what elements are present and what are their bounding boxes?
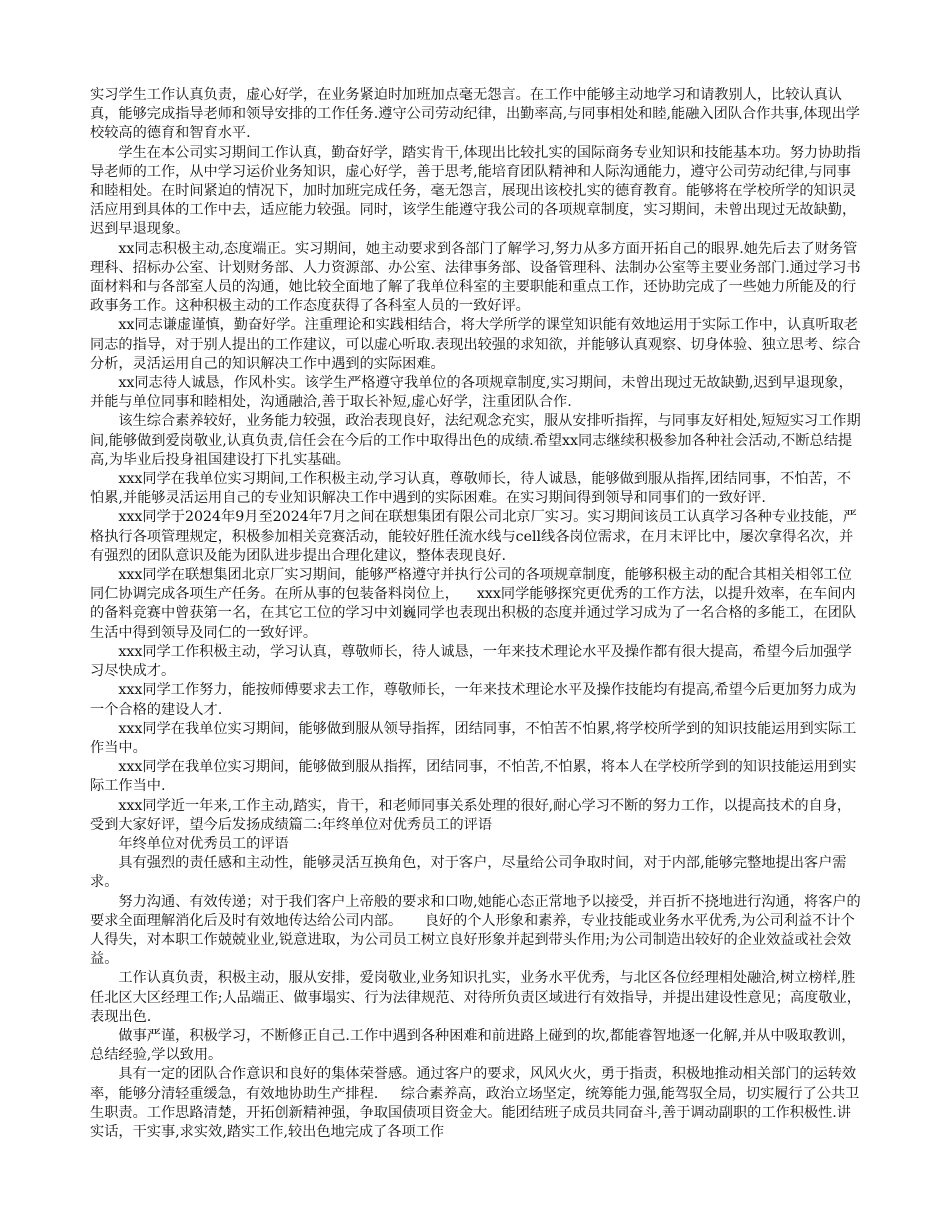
paragraph: xx同志待人诚恳，作风朴实。该学生严格遵守我单位的各项规章制度,实习期间，未曾出现过无故缺勤,迟到早退现象，并能与单位同事和睦相处，沟通融洽,善于取长补短,虚心好学，注重团队合作. [90, 375, 853, 411]
paragraph: xx同志谦虚谨慎，勤奋好学。注重理论和实践相结合，将大学所学的课堂知识能有效地运用于实际工作中，认真听取老同志的指导，对于别人提出的工作建议，可以虚心听取.表现出较强的求知欲，并能够认真观察、切身体验、独立思考、综合分析，灵活运用自己的知识解决工作中遇到的实际困难。 [90, 317, 861, 372]
paragraph: 具有一定的团队合作意识和良好的集体荣誉感。通过客户的要求，风风火火，勇于指责，积极地推动相关部门的运转效率，能够分清轻重缓急，有效地协助生产排程. 综合素养高，政治立场坚定，统筹能力强,能驾驭全局，切实履行了公共卫生职责。工作思路清楚，开拓创新精神强，争取国债项目资金大。能团结班子成员共同奋斗,善于调动副职的工作积极性.讲实话，干实事,求实效,踏实工作,较出色地完成了各项工作 [90, 1066, 860, 1140]
paragraph: xxx同学近一年来,工作主动,踏实，肯干，和老师同事关系处理的很好,耐心学习不断的努力工作，以提高技术的自身，受到大家好评，望今后发扬成绩篇二:年终单位对优秀员工的评语 [90, 797, 852, 833]
paragraph: xxx同学在我单位实习期间，能够做到服从领导指挥，团结同事，不怕苦不怕累,将学校所学到的知识技能运用到实际工作当中。 [90, 720, 857, 756]
paragraph: 该生综合素养较好，业务能力较强，政治表现良好，法纪观念充实，服从安排听指挥，与同事友好相处,短短实习工作期间,能够做到爱岗敬业,认真负责,信任会在今后的工作中取得出色的成绩.希望xx同志继续积极参加各种社会活动,不断总结提高,为毕业后投身祖国建设打下扎实基础。 [90, 413, 861, 468]
paragraph: xxx同学在我单位实习期间,工作积极主动,学习认真，尊敬师长，待人诚恳，能够做到服从指挥,团结同事，不怕苦，不怕累,并能够灵活运用自己的专业知识解决工作中遇到的实际困难。在实习期间得到领导和同事们的一致好评. [90, 471, 852, 507]
paragraph: xxx同学工作积极主动，学习认真，尊敬师长，待人诚恳，一年来技术理论水平及操作都有很大提高，希望今后加强学习尽快成才。 [90, 643, 852, 680]
paragraph: 做事严谨，积极学习，不断修正自己.工作中遇到各种困难和前进路上碰到的坎,都能睿智地逐一化解,并从中吸取教训，总结经验,学以致用。 [90, 1027, 856, 1064]
paragraph: xxx同学在我单位实习期间，能够做到服从指挥，团结同事，不怕苦,不怕累，将本人在学校所学到的知识技能运用到实际工作当中. [90, 759, 857, 795]
paragraph: 学生在本公司实习期间工作认真，勤奋好学，踏实肯干,体现出比较扎实的国际商务专业知识和技能基本功。努力协助指导老师的工作，从中学习运价业务知识，虚心好学，善于思考,能培育团队精神和人际沟通能力，遵守公司劳动纪律,与同事和睦相处。在时间紧迫的情况下，加时加班完成任务，毫无怨言，展现出该校扎实的德育教育。能够将在学校所学的知识灵活应用到具体的工作中去，适应能力较强。同时，该学生能遵守我公司的各项规章制度，实习期间，未曾出现过无故缺勤，迟到早退现象。 [90, 144, 861, 238]
paragraph: 具有强烈的责任感和主动性，能够灵活互换角色，对于客户，尽量给公司争取时间，对于内部,能够完整地提出客户需求。 [90, 855, 847, 891]
paragraph: xxx同学在联想集团北京厂实习期间，能够严格遵守并执行公司的各项规章制度，能够积极主动的配合其相关相邻工位同仁协调完成各项生产任务。在所从事的包装备料岗位上， xxx同学能够探究更优秀的工作方法，以提升效率，在车间内的备料竞赛中曾获第一名，在其它工位的学习中刘巍同学也表现出积极的态度并通过学习成为了一名合格的多能工，在团队生活中得到领导及同仁的一致好评。 [90, 567, 857, 641]
paragraph: 努力沟通、有效传递；对于我们客户上帝般的要求和口吻,她能心态正常地予以接受，并百折不挠地进行沟通，将客户的要求全面理解消化后及时有效地传达给公司内部。 良好的个人形象和素养，专业技能或业务水平优秀,为公司利益不计个人得失，对本职工作兢兢业业,锐意进取，为公司员工树立良好形象并起到带头作用;为公司制造出较好的企业效益或社会效益。 [90, 893, 861, 968]
paragraph: xx同志积极主动,态度端正。实习期间，她主动要求到各部门了解学习,努力从多方面开拓自己的眼界.她先后去了财务管理科、招标办公室、计划财务部、人力资源部、办公室、法律事务部、设备管理科、法制办公室等主要业务部门.通过学习书面材料和与各部室人员的沟通，她比较全面地了解了我单位科室的主要职能和重点工作，还协助完成了一些她力所能及的行政事务工作。这种积极主动的工作态度获得了各科室人员的一致好评。 [90, 240, 861, 315]
paragraph: 工作认真负责，积极主动，服从安排，爱岗敬业,业务知识扎实，业务水平优秀，与北区各位经理相处融洽,树立榜样,胜任北区大区经理工作;人品端正、做事塌实、行为法律规范、对待所负责区域进行有效指导，并提出建设性意见；高度敬业，表现出色. [90, 970, 861, 1025]
paragraph: xxx同学于2024年9月至2024年7月之间在联想集团有限公司北京厂实习。实习期间该员工认真学习各种专业技能，严格执行各项管理规定，积极参加相关竞赛活动，能较好胜任流水线与cell线各岗位需求，在月末评比中，屡次拿得名次，并有强烈的团队意识及能为团队进步提出合理化建议，整体表现良好. [90, 509, 857, 564]
paragraph: 实习学生工作认真负责，虚心好学，在业务紧迫时加班加点毫无怨言。在工作中能够主动地学习和请教别人，比较认真认真，能够完成指导老师和领导安排的工作任务.遵守公司劳动纪律，出勤率高,与同事相处和睦,能融入团队合作共事,体现出学校较高的德育和智育水平. [90, 87, 860, 142]
paragraph: xxx同学工作努力，能按师傅要求去工作，尊敬师长，一年来技术理论水平及操作技能均有提高,希望今后更加努力成为一个合格的建设人才. [90, 682, 857, 718]
section-heading: 年终单位对优秀员工的评语 [118, 835, 289, 852]
